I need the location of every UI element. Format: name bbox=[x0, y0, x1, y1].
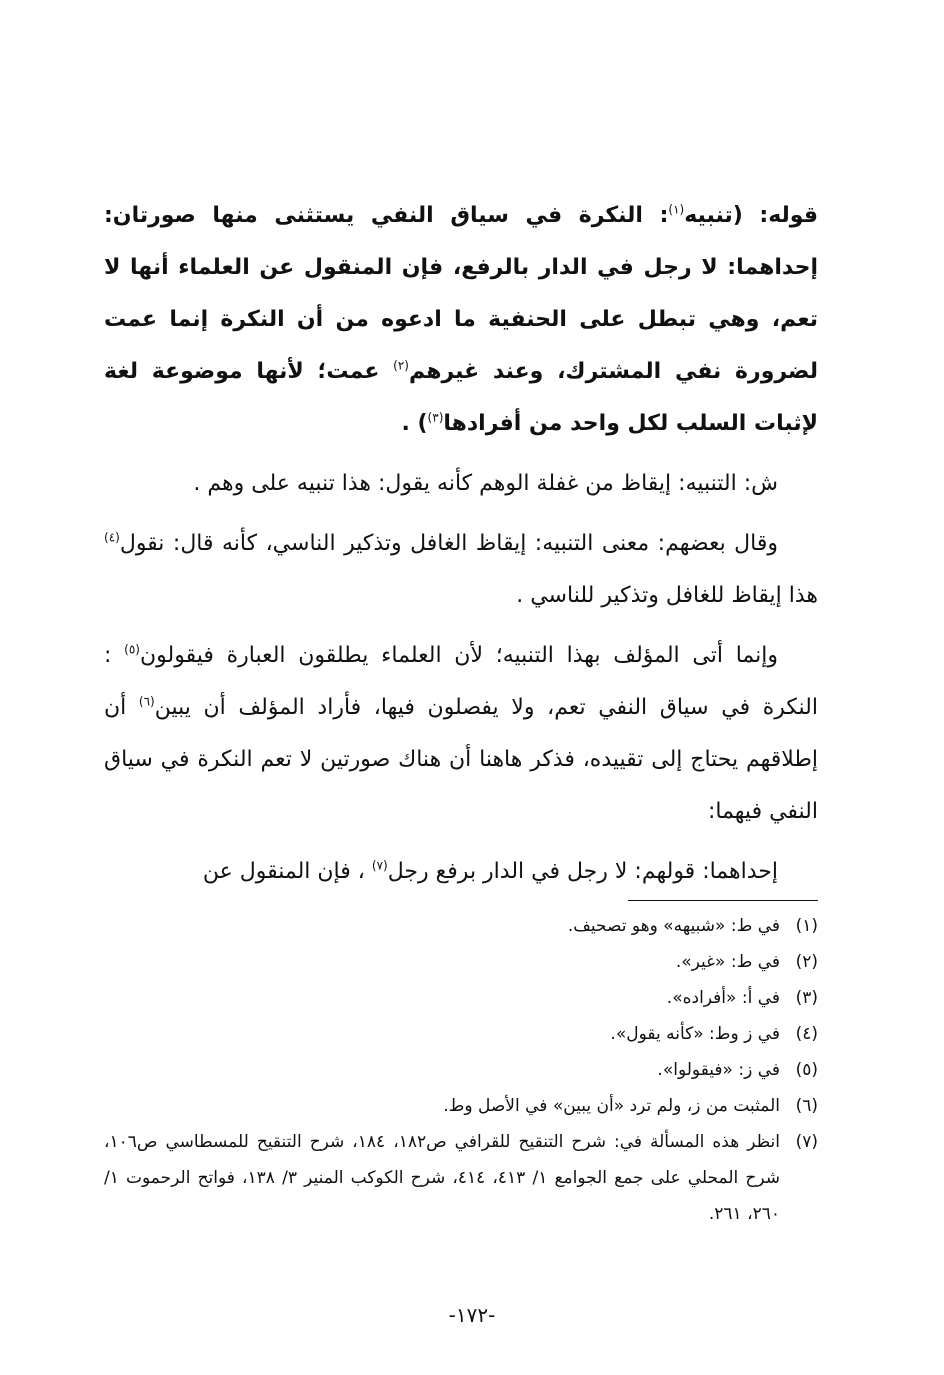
footnotes bbox=[104, 908, 818, 1232]
paragraph bbox=[104, 190, 818, 450]
footnote-item bbox=[104, 908, 818, 944]
footnote-text: انظر هذه المسألة في: شرح التنقيح للقرافي ص١٨٢، ١٨٤، شرح التنقيح للمسطاسي ص١٠٦، شرح المحلي على جمع الجوامع ١/ ٤١٣، ٤١٤، شرح الكوكب المنير ٣/ ١٣٨، فواتح الرحموت ١/ ٢٦٠، ٢٦١. bbox=[104, 1132, 781, 1224]
page-number: -١٧٢- bbox=[448, 1303, 496, 1327]
footnote-marker: (٧) bbox=[371, 858, 388, 873]
footnote-number: (١) bbox=[795, 916, 818, 936]
footnote-item bbox=[104, 980, 818, 1016]
footnote-text: في أ: «أفراده». bbox=[666, 988, 780, 1008]
footnote-item bbox=[104, 1016, 818, 1052]
footnote-marker: (٣) bbox=[427, 410, 444, 425]
main-text bbox=[104, 190, 818, 898]
footnote-marker: (١) bbox=[668, 202, 685, 217]
paragraph bbox=[104, 846, 818, 898]
text-run: عمت؛ لأنها موضوعة لغة لإثبات السلب لكل واحد من أفرادها bbox=[104, 359, 818, 436]
footnote-marker: (٢) bbox=[393, 358, 409, 373]
text-run: قوله: (تنبيه bbox=[684, 203, 818, 228]
footnote-number: (٣) bbox=[795, 988, 818, 1008]
text-run: ) . bbox=[401, 411, 428, 436]
text-run: ش: التنبيه: إيقاظ من غفلة الوهم كأنه يقول: هذا تنبيه على وهم . bbox=[193, 471, 778, 496]
text-run: : النكرة في سياق النفي يستثنى منها صورتان: إحداهما: لا رجل في الدار بالرفع، فإن المنقول عن العلماء أنها لا تعم، وهي تبطل على الحنفية ما ادعوه من أن النكرة إنما عمت لضرورة نفي المشترك، وعند غيرهم bbox=[104, 203, 818, 384]
footnote-number: (٧) bbox=[795, 1132, 818, 1152]
footnote-item bbox=[104, 1124, 818, 1232]
footnote-separator bbox=[628, 900, 818, 901]
paragraph bbox=[104, 518, 818, 622]
footnote-number: (٦) bbox=[795, 1096, 818, 1116]
text-run: : النكرة في سياق النفي تعم، ولا يفصلون فيها، فأراد المؤلف أن يبين bbox=[104, 643, 818, 720]
footnote-text: في ز وط: «كأنه يقول». bbox=[610, 1024, 780, 1044]
paragraph bbox=[104, 630, 818, 838]
text-run: هذا إيقاظ للغافل وتذكير للناسي . bbox=[516, 583, 818, 608]
footnote-item bbox=[104, 944, 818, 980]
footnote-marker: (٥) bbox=[124, 642, 140, 657]
footnote-number: (٤) bbox=[795, 1024, 818, 1044]
footnote-text: المثبت من ز، ولم ترد «أن يبين» في الأصل وط. bbox=[443, 1096, 780, 1116]
footnote-marker: (٦) bbox=[138, 694, 155, 709]
footnote-number: (٢) bbox=[795, 952, 818, 972]
text-run: ، فإن المنقول عن bbox=[202, 859, 372, 884]
paragraph bbox=[104, 458, 818, 510]
footnote-item bbox=[104, 1052, 818, 1088]
footnote-marker: (٤) bbox=[104, 530, 120, 545]
footnote-item bbox=[104, 1088, 818, 1124]
footnote-text: في ط: «شبيهه» وهو تصحيف. bbox=[567, 916, 780, 936]
text-run: وقال بعضهم: معنى التنبيه: إيقاظ الغافل وتذكير الناسي، كأنه قال: نقول bbox=[119, 531, 778, 556]
footnote-text: في ز: «فيقولوا». bbox=[657, 1060, 780, 1080]
footnote-number: (٥) bbox=[795, 1060, 818, 1080]
footnote-text: في ط: «غير». bbox=[675, 952, 780, 972]
text-run: أن إطلاقهم يحتاج إلى تقييده، فذكر هاهنا أن هناك صورتين لا تعم النكرة في سياق النفي فيهما: bbox=[104, 695, 818, 824]
text-run: وإنما أتى المؤلف بهذا التنبيه؛ لأن العلماء يطلقون العبارة فيقولون bbox=[139, 643, 778, 668]
text-run: إحداهما: قولهم: لا رجل في الدار برفع رجل bbox=[387, 859, 778, 884]
